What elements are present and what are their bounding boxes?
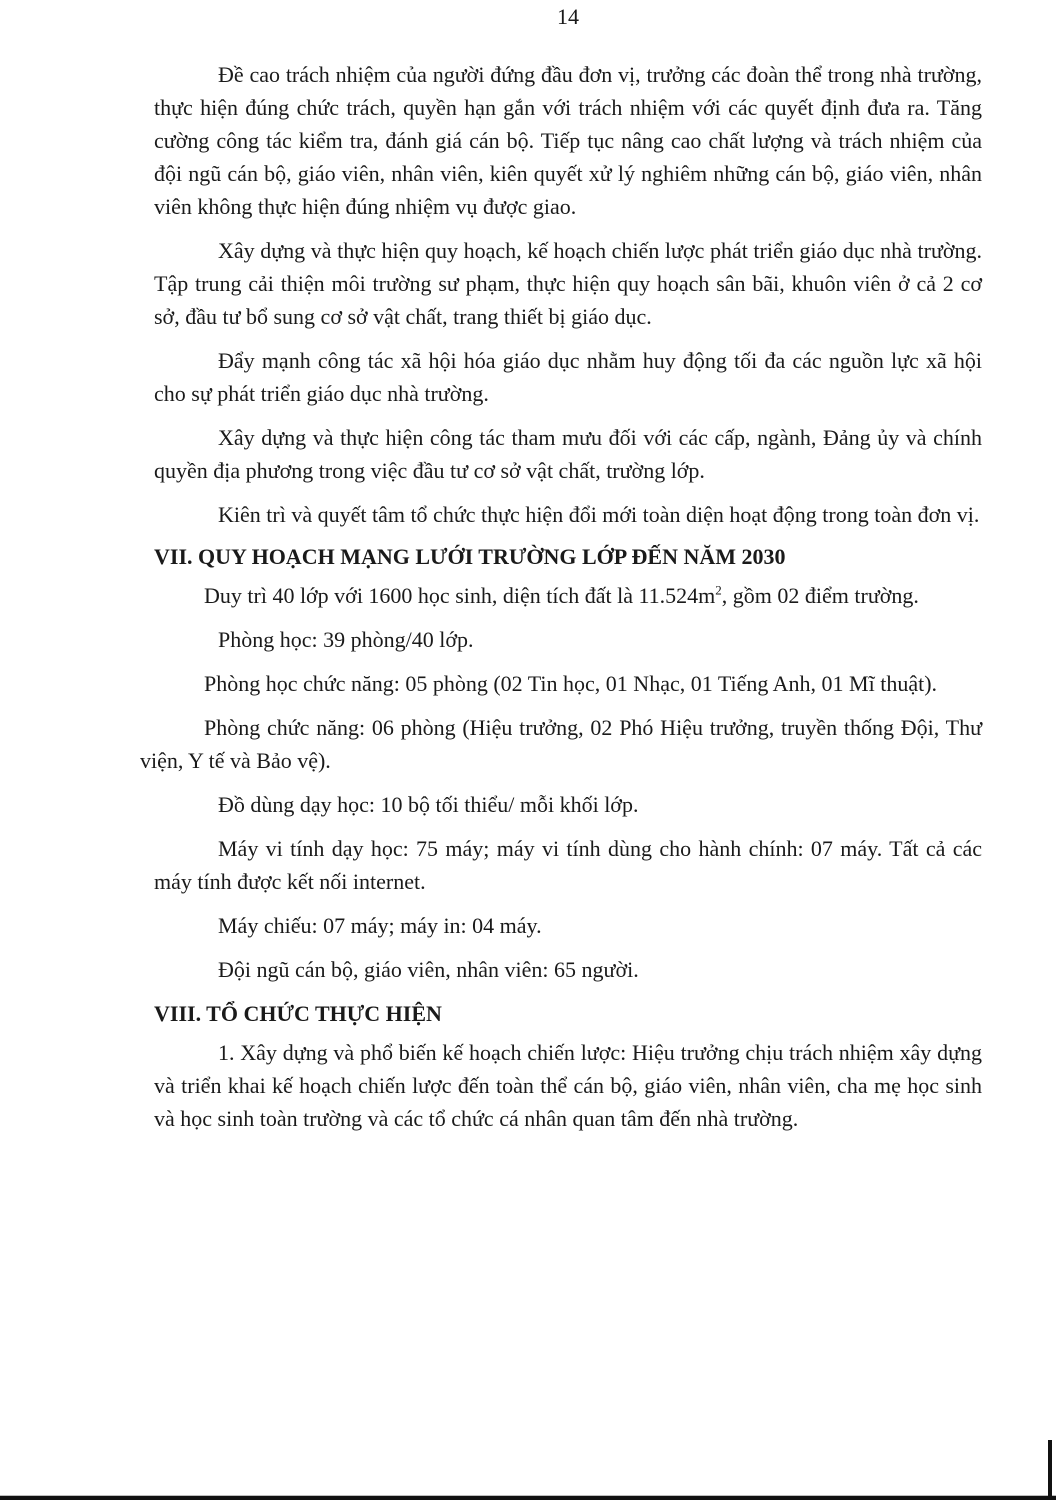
list-item: Đội ngũ cán bộ, giáo viên, nhân viên: 65 người. [218,957,639,982]
intro-text: Duy trì 40 lớp với 1600 học sinh, diện tích đất là 11.524m [204,583,716,608]
paragraph: Kiên trì và quyết tâm tổ chức thực hiện đổi mới toàn diện hoạt động trong toàn đơn vị. [218,502,980,527]
intro-text-end: , gồm 02 điểm trường. [721,583,919,608]
scan-border-bottom [0,1496,1056,1500]
list-item: Phòng chức năng: 06 phòng (Hiệu trưởng, 02 Phó Hiệu trưởng, truyền thống Đội, Thư viện, Y tế và Bảo vệ). [140,715,982,773]
section-vii-intro [140,579,982,612]
paragraph: Đề cao trách nhiệm của người đứng đầu đơn vị, trưởng các đoàn thể trong nhà trường, thực hiện đúng chức trách, quyền hạn gắn với trách nhiệm với các quyết định đưa ra. Tăng cường công tác kiểm tra, đánh giá cán bộ. Tiếp tục nâng cao chất lượng và trách nhiệm của đội ngũ cán bộ, giáo viên, nhân viên, kiên quyết xử lý nghiêm những cán bộ, giáo viên, nhân viên không thực hiện đúng nhiệm vụ được giao. [154,62,982,219]
list-item: 1. Xây dựng và phổ biến kế hoạch chiến lược: Hiệu trưởng chịu trách nhiệm xây dựng và triển khai kế hoạch chiến lược đến toàn thể cán bộ, giáo viên, nhân viên, cha mẹ học sinh và học sinh toàn trường và các tổ chức cá nhân quan tâm đến nhà trường. [154,1040,982,1131]
superscript: 2 [715,582,722,598]
scan-border-right [1048,1440,1052,1500]
document-body [140,58,982,1146]
list-item: Phòng học chức năng: 05 phòng (02 Tin học, 01 Nhạc, 01 Tiếng Anh, 01 Mĩ thuật). [204,671,938,696]
list-item: Máy chiếu: 07 máy; máy in: 04 máy. [218,913,542,938]
section-heading-viii: VIII. TỔ CHỨC THỰC HIỆN [154,1001,442,1026]
paragraph: Đẩy mạnh công tác xã hội hóa giáo dục nhằm huy động tối đa các nguồn lực xã hội cho sự phát triển giáo dục nhà trường. [154,348,982,406]
section-heading-vii: VII. QUY HOẠCH MẠNG LƯỚI TRƯỜNG LỚP ĐẾN NĂM 2030 [154,544,786,569]
paragraph: Xây dựng và thực hiện quy hoạch, kế hoạch chiến lược phát triển giáo dục nhà trường. Tập trung cải thiện môi trường sư phạm, thực hiện quy hoạch sân bãi, khuôn viên ở cả 2 cơ sở, đầu tư bổ sung cơ sở vật chất, trang thiết bị giáo dục. [154,238,982,329]
page-number: 14 [557,4,579,29]
list-item: Máy vi tính dạy học: 75 máy; máy vi tính dùng cho hành chính: 07 máy. Tất cả các máy tính được kết nối internet. [154,836,982,894]
list-item: Phòng học: 39 phòng/40 lớp. [218,627,474,652]
list-item: Đồ dùng dạy học: 10 bộ tối thiểu/ mỗi khối lớp. [218,792,639,817]
paragraph: Xây dựng và thực hiện công tác tham mưu đối với các cấp, ngành, Đảng ủy và chính quyền địa phương trong việc đầu tư cơ sở vật chất, trường lớp. [154,425,982,483]
